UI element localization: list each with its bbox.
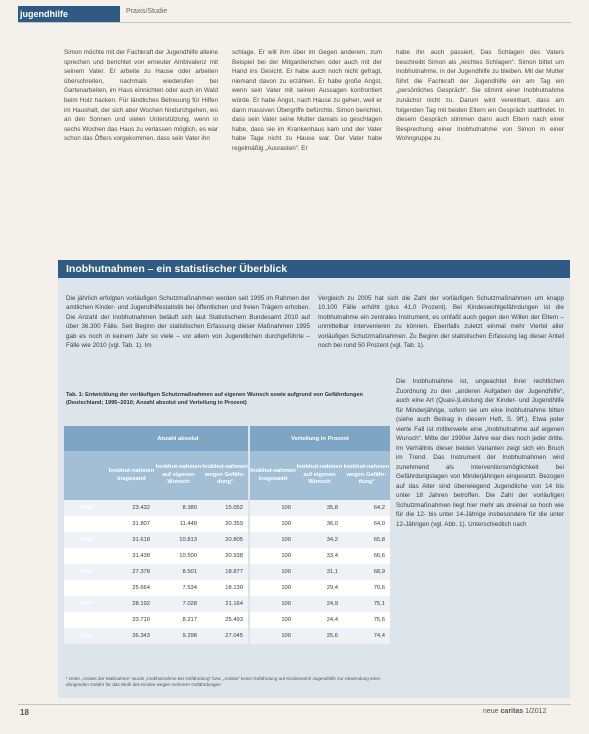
table-cell: 64,2 xyxy=(343,500,390,516)
table-cell: 18.877 xyxy=(202,564,249,580)
column-header: Inobhut-nahmen insgesamt xyxy=(108,451,155,500)
table-footnote: ¹ Unter „Anlass der Maßnahme“ wurde „Inobhutnahme bei Gefährdung“ bzw. „Anlass“ keine Gefährdung auf Kindeswohl/ Jugendhilfe zur Abwendung einer dringenden Gefahr für das Wohl des Kindes wegen mehrerer Gefährdungen xyxy=(66,676,381,688)
row-year: 1999 xyxy=(64,532,108,548)
article-column-2 xyxy=(232,48,382,154)
table-cell: 64,0 xyxy=(343,516,390,532)
table-cell: 28.192 xyxy=(108,596,155,612)
table-cell: 8.501 xyxy=(155,564,202,580)
table-cell: 31.438 xyxy=(108,548,155,564)
article-text: schlage. Er will ihm über im Gegen anderem, zum Beispiel bei der Mitgardienchen oder auch mit der Hand ins Gesicht. Er habe auch noch nicht gefragt, niemand davon zu erzählen. Er habe große Angst, wenn sein Vater mit seinen Aussagen konfrontiert würde. Er habe Angst, nach Hause zu gehen, weil er dann massiven Übergriffe befürchte. Simon berichtet, dass sein Vater seine Mutter damals so geschlagen habe, dass sie im Krankenhaus kam und der Vater habe Tage nicht zu Hause war. Der Vater habe regelmäßig „Ausrasten“. Er xyxy=(232,49,382,152)
table-cell: 7.028 xyxy=(155,596,202,612)
table-cell: 31,1 xyxy=(296,564,343,580)
table-cell: 100 xyxy=(249,612,296,628)
table-cell: 31.618 xyxy=(108,532,155,548)
table-cell: 65,8 xyxy=(343,532,390,548)
table-row xyxy=(64,580,390,596)
table-cell: 68,9 xyxy=(343,564,390,580)
table-cell: 8.380 xyxy=(155,500,202,516)
row-year: 2003 xyxy=(64,564,108,580)
table-cell: 100 xyxy=(249,628,296,644)
table-row xyxy=(64,628,390,644)
table-cell: 100 xyxy=(249,532,296,548)
table-row xyxy=(64,564,390,580)
table-corner xyxy=(64,451,108,500)
table-cell: 25.493 xyxy=(202,612,249,628)
row-year: 2010 xyxy=(64,628,108,644)
table-row xyxy=(64,516,390,532)
row-year: 2009 xyxy=(64,612,108,628)
table-cell: 100 xyxy=(249,500,296,516)
table-cell: 33.710 xyxy=(108,612,155,628)
table-cell: 20.359 xyxy=(202,516,249,532)
table-cell: 20.938 xyxy=(202,548,249,564)
table-cell: 15.052 xyxy=(202,500,249,516)
infobox-title: Inobhutnahmen – ein statistischer Überblick xyxy=(66,263,288,275)
table-cell: 70,6 xyxy=(343,580,390,596)
table-row xyxy=(64,596,390,612)
table-cell: 100 xyxy=(249,516,296,532)
row-year: 2007 xyxy=(64,596,108,612)
table-cell: 33,4 xyxy=(296,548,343,564)
row-year: 1997 xyxy=(64,516,108,532)
table-cell: 100 xyxy=(249,548,296,564)
table-cell: 34,2 xyxy=(296,532,343,548)
table-cell: 10.500 xyxy=(155,548,202,564)
magazine-footer xyxy=(483,708,546,715)
table-cell: 9.298 xyxy=(155,628,202,644)
infobox-column-2: Vergleich zu 2005 hat sich die Zahl der vorläufigen Schutzmaßnahmen um knapp 10.100 Fälle erhöht (plus 41,0 Prozent). Bei Kindeswohlgefährdungen ist die Inobhutnahme ein zentrales Instrument, es umfaßt auch gegen den Willen der Eltern – unmittelbar intervenieren zu können. Ebenfalls zuletzt einmal mehr Viertel aller vorläufigen Schutzmaßnahmen. Zu Beginn der statistischen Erfassung lag dieser Anteil noch bei rund 50 Prozent (vgl. Tab. 1). xyxy=(318,295,564,350)
table-cell: 10.813 xyxy=(155,532,202,548)
column-header: Inobhut-nahmen wegen Gefähr-dung¹ xyxy=(343,451,390,500)
table-cell: 36,0 xyxy=(296,516,343,532)
table-cell: 31.807 xyxy=(108,516,155,532)
column-header: Inobhut-nahmen insgesamt xyxy=(249,451,296,500)
header-rule xyxy=(18,22,571,23)
table-cell: 25.664 xyxy=(108,580,155,596)
row-year: 1995 xyxy=(64,500,108,516)
magazine-prefix: neue xyxy=(483,708,499,715)
table-cell: 25,6 xyxy=(296,628,343,644)
table-cell: 8.217 xyxy=(155,612,202,628)
table-cell: 75,6 xyxy=(343,612,390,628)
article-column-3 xyxy=(396,48,564,144)
table-cell: 24,4 xyxy=(296,612,343,628)
column-header: Inobhut-nahmen auf eigenen Wunsch xyxy=(155,451,202,500)
row-year: 2005 xyxy=(64,580,108,596)
table-cell: 36.343 xyxy=(108,628,155,644)
table-cell: 100 xyxy=(249,580,296,596)
table-cell: 27.045 xyxy=(202,628,249,644)
page-number: 18 xyxy=(20,708,29,717)
table-cell: 11.448 xyxy=(155,516,202,532)
table-row xyxy=(64,612,390,628)
column-header: Inobhut-nahmen auf eigenen Wunsch xyxy=(296,451,343,500)
table-row xyxy=(64,500,390,516)
row-year: 2001 xyxy=(64,548,108,564)
article-text: habe ihn auch passiert, Das Schlagen des Vaters beschreibt Simon als „leichtes Schlagen“. Simon bittet um Inobhutnahme, in der Jugendhilfe zu bleiben. Mit der Mutter führt die Fachkraft der Jugendhilfe ein am Tag ein „persönliches Gespräch“. Sie stimmt einer Inobhutnahme zunächst nicht zu. Darum wird vereinbart, dass am folgenden Tag mit beiden Eltern ein Gespräch stattfindet. In diesem Gespräch stimmen dann auch Eltern nach einer Besprechung einer Inobhutnahme von Simon in einer Wohngruppe zu. xyxy=(396,49,564,143)
group-header-percent: Verteilung in Prozent xyxy=(249,426,390,451)
statistics-table xyxy=(64,426,390,644)
table-row xyxy=(64,532,390,548)
column-header: Inobhut-nahmen wegen Gefähr-dung¹ xyxy=(202,451,249,500)
table-cell: 35,8 xyxy=(296,500,343,516)
table-cell: 74,4 xyxy=(343,628,390,644)
table-caption: Tab. 1: Entwicklung der vorläufigen Schutzmaßnahmen auf eigenen Wunsch sowie aufgrund von Gefährdungen (Deutschland; 1995–2010; Anzahl absolut und Verteilung in Prozent) xyxy=(66,392,363,406)
infobox-column-1: Die jährlich erfolgten vorläufigen Schutzmaßnahmen werden seit 1995 im Rahmen der amtlichen Kinder- und Jugendhilfestatistik bei öffentlichen und freien Trägern erhoben. Die Anzahl der Inobhutnahmen beläuft sich laut Statistischem Bundesamt 2010 auf über 36.300 Fälle. Seit Beginn der statistischen Erfassung dieser Maßnahmen 1995 gab es noch in keinem Jahr so viele – vor allem von Jugendlichen durchgeführte – Fälle wie 2010 (vgl. Tab. 1). Im xyxy=(66,295,310,350)
section-subtitle: Praxis/Studie xyxy=(126,8,168,15)
magazine-issue: 1/2012 xyxy=(525,708,547,715)
article-column-1 xyxy=(64,48,218,144)
table-cell: 23.432 xyxy=(108,500,155,516)
table-cell: 24,9 xyxy=(296,596,343,612)
table-corner xyxy=(64,426,108,451)
footer-rule xyxy=(18,704,571,705)
table-cell: 75,1 xyxy=(343,596,390,612)
article-text: Simon möchte mit der Fachkraft der Jugendhilfe alleine sprechen und berichtet von erneuter Ambivalenz mit seinem Vater. Er arbeite zu Hause oder arbeiten überschreiten, nachmals wiederufen bei Gartenarbeiten, im Haus einnichten oder auch im Wald beim Holz hacken. Für ländliches Betreuung für Hilfen im Haushalt, der sich aber Wochen hindurchgehen, wo an den Sonnen und vielen Unterstützung, wenn in sechs Wochen das Haus zu verlassen möglich, es war schon das Öfters vorgekommen, dass sein Vater ihn xyxy=(64,49,219,143)
table-cell: 100 xyxy=(249,596,296,612)
infobox-column-3: Die Inobhutnahme ist, ungeachtet ihrer rechtlichen Zuordnung zu den „anderen Aufgaben der Jugendhilfe“, auch eine Art (Quasi-)Leistung der Kinder- und Jugendhilfe für Minderjährige, sofern sie um eine Inobhutnahme bitten (siehe auch Beitrag in diesem Heft, S. 9ff.). Etwa jeder vierte Fall ist mittlerweile eine „Inobhutnahme auf eigenen Wunsch“. Mitte der 1990er Jahre war dies noch jeder dritte. Im Verhältnis dieser beiden Varianten zeigt sich ein Bruch im Trend. Das Instrument der Inobhutnahmen wird zunehmend als Interventionsmöglichkeit bei Gefährdungslagen von Minderjährigen eingesetzt. Bezogen auf das Alter sind überwiegend Jugendliche von 14 bis unter 18 Jahren betroffen. Die Zahl der vorläufigen Schutzmaßnahmen liegt hier mehr als dreimal so hoch wie für die 12- bis unter 14-Jährige insbesondere für die unter 12-Jährigen (vgl. Abb. 1). Unterschiedlich nach xyxy=(396,378,564,528)
table-cell: 29,4 xyxy=(296,580,343,596)
section-label: jugendhilfe xyxy=(20,9,68,19)
table-cell: 7.534 xyxy=(155,580,202,596)
table-cell: 21.164 xyxy=(202,596,249,612)
table-cell: 18.130 xyxy=(202,580,249,596)
table-cell: 66,6 xyxy=(343,548,390,564)
magazine-name: caritas xyxy=(500,708,524,715)
group-header-absolute: Anzahl absolut xyxy=(108,426,249,451)
table-cell: 27.378 xyxy=(108,564,155,580)
table-cell: 20.805 xyxy=(202,532,249,548)
table-cell: 100 xyxy=(249,564,296,580)
table-row xyxy=(64,548,390,564)
